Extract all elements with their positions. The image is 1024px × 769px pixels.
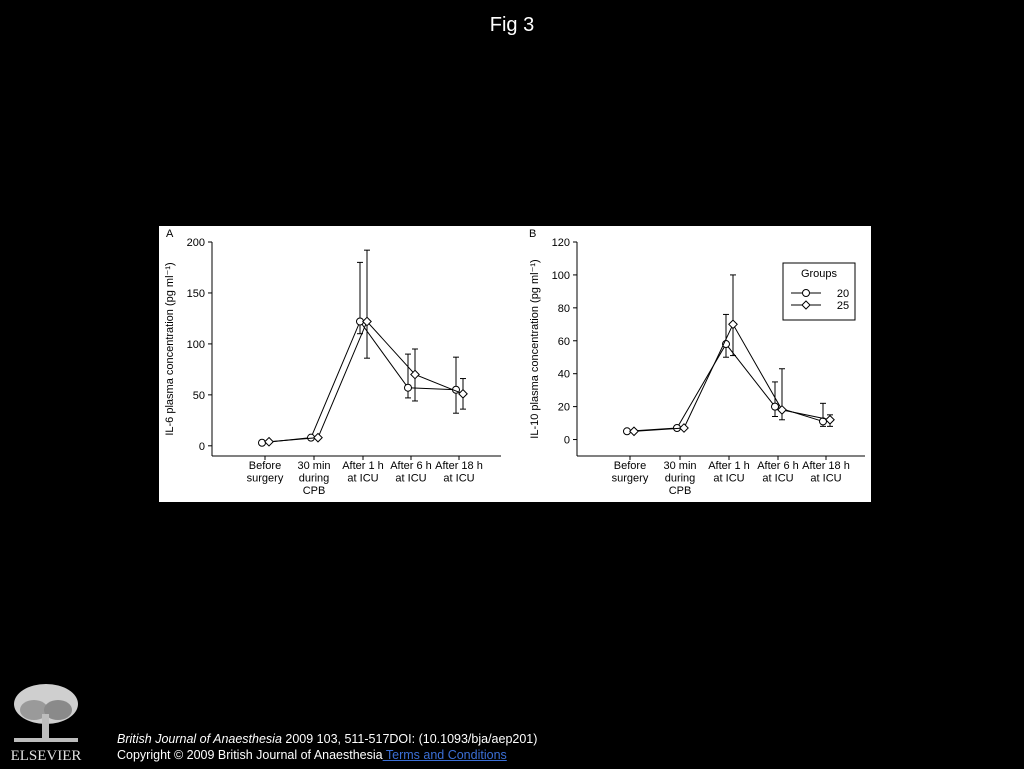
data-point-diamond [778,406,786,414]
data-point-diamond [630,427,638,435]
legend-marker-circle [803,290,810,297]
x-tick-label: After 1 h at ICU [708,460,750,485]
elsevier-logo [8,680,88,764]
x-tick-label: After 18 h at ICU [802,460,850,485]
y-tick-label: 40 [557,368,570,381]
y-tick-label: 150 [186,287,205,300]
copyright-line [117,747,537,763]
series-line-25 [269,321,463,441]
x-tick-label: 30 min during CPB [297,460,331,497]
y-tick-label: 100 [551,269,570,282]
y-tick-label: 20 [557,401,570,414]
panel-label-b: B [529,228,537,240]
x-tick-label: After 18 h at ICU [435,460,483,485]
legend-title: Groups [800,268,838,280]
elsevier-tree-icon [8,680,88,764]
data-point-diamond [729,320,737,328]
legend-label: 25 [836,300,850,312]
citation-block [117,731,537,763]
data-point-circle [259,439,266,446]
slide-title: Fig 3 [489,14,535,36]
y-tick-label: 100 [186,338,205,351]
y-axis-label-b: IL-10 plasma concentration (pg ml⁻¹) [529,259,541,439]
terms-link[interactable]: Terms and Conditions [382,748,507,762]
y-tick-label: 120 [551,237,570,249]
data-point-circle [405,384,412,391]
y-tick-label: 60 [557,335,570,348]
y-tick-label: 200 [186,237,205,249]
series-line-25 [634,324,830,431]
y-tick-label: 0 [198,440,205,453]
y-tick-label: 80 [557,302,570,315]
x-tick-label: Before surgery [246,460,284,485]
x-tick-label: After 1 h at ICU [342,460,384,485]
panel-label-a: A [166,228,174,240]
figure-panel [159,226,871,502]
data-point-diamond [826,416,834,424]
legend-label: 20 [836,288,850,300]
citation-details: 2009 103, 511-517DOI: (10.1093/bja/aep201) [281,732,538,746]
y-axis-label-a: IL-6 plasma concentration (pg ml⁻¹) [164,262,176,436]
x-tick-label: After 6 h at ICU [757,460,799,485]
data-point-diamond [459,390,467,398]
y-tick-label: 0 [563,434,570,447]
y-tick-label: 50 [192,389,205,402]
citation-line [117,731,537,747]
data-point-diamond [265,438,273,446]
data-point-diamond [314,433,322,441]
data-point-diamond [680,424,688,432]
x-tick-label: Before surgery [611,460,649,485]
x-tick-label: After 6 h at ICU [390,460,432,485]
copyright-text: Copyright © 2009 British Journal of Anaesthesia [117,748,383,762]
figure-svg [159,226,871,502]
journal-name: British Journal of Anaesthesia [117,732,282,746]
svg-text:ELSEVIER: ELSEVIER [10,748,82,764]
x-tick-label: 30 min during CPB [663,460,697,497]
data-point-circle [772,403,779,410]
